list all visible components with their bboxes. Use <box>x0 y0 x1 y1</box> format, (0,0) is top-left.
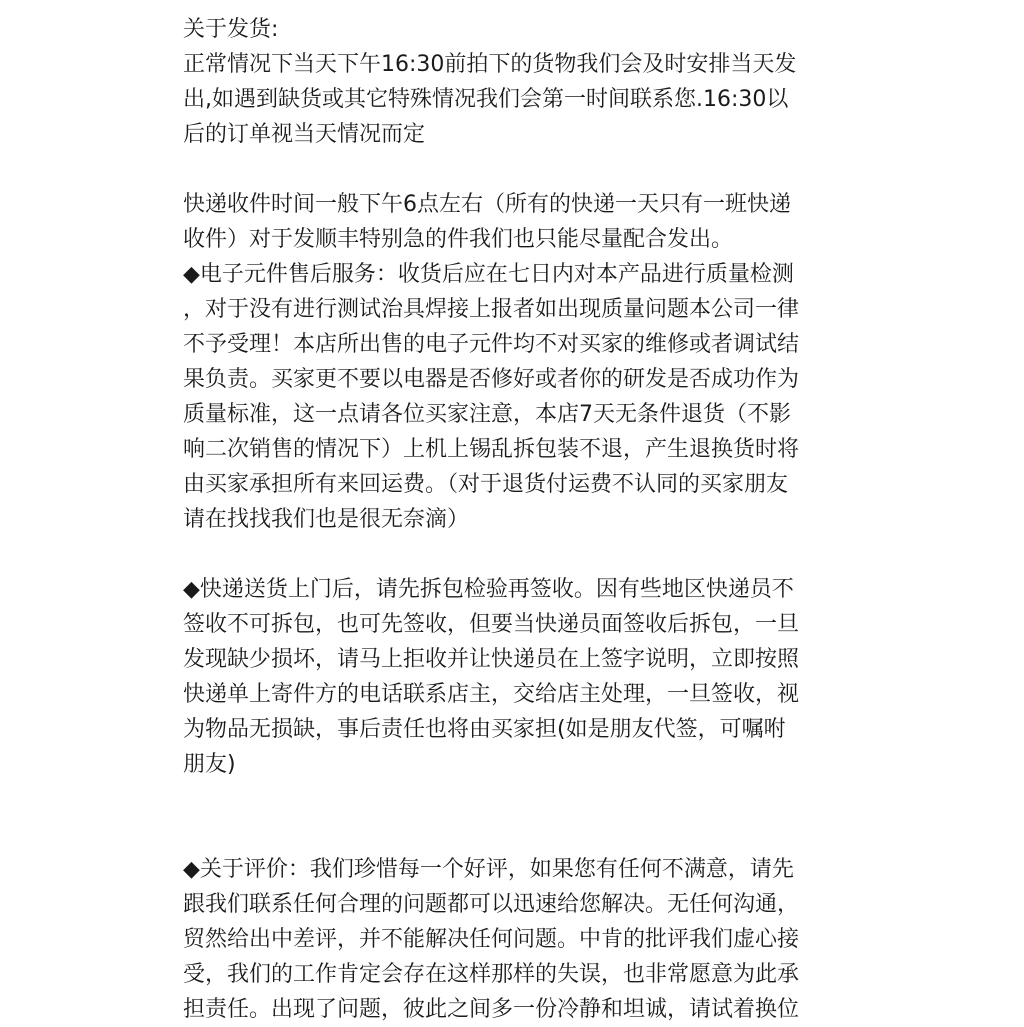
delivery-line: 为物品无损缺，事后责任也将由买家担(如是朋友代签，可嘱咐 <box>183 717 786 742</box>
after-sales-line: 不予受理！本店所出售的电子元件均不对买家的维修或者调试结 <box>183 332 800 357</box>
delivery-line: 快递单上寄件方的电话联系店主，交给店主处理，一旦签收，视 <box>183 682 800 707</box>
review-line: ◆关于评价：我们珍惜每一个好评，如果您有任何不满意，请先 <box>183 857 794 882</box>
courier-line: 收件）对于发顺丰特别急的件我们也只能尽量配合发出。 <box>183 227 734 252</box>
after-sales-line: 质量标准，这一点请各位买家注意，本店7天无条件退货（不影 <box>183 402 791 427</box>
after-sales-line: ，对于没有进行测试治具焊接上报者如出现质量问题本公司一律 <box>183 297 800 322</box>
courier-section <box>183 187 843 257</box>
shipping-line: 正常情况下当天下午16:30前拍下的货物我们会及时安排当天发 <box>183 52 797 77</box>
paragraph-gap <box>183 537 843 572</box>
paragraph-gap <box>183 152 843 187</box>
delivery-line: 发现缺少损坏，请马上拒收并让快递员在上签字说明，立即按照 <box>183 647 800 672</box>
delivery-line: ◆快递送货上门后，请先拆包检验再签收。因有些地区快递员不 <box>183 577 794 602</box>
delivery-section <box>183 572 843 782</box>
after-sales-line: 请在找找我们也是很无奈滴） <box>183 507 470 532</box>
review-line: 受，我们的工作肯定会存在这样那样的失误，也非常愿意为此承 <box>183 962 800 987</box>
delivery-line: 朋友) <box>183 752 236 777</box>
courier-line: 快递收件时间一般下午6点左右（所有的快递一天只有一班快递 <box>183 192 791 217</box>
delivery-line: 签收不可拆包，也可先签收，但要当快递员面签收后拆包，一旦 <box>183 612 800 637</box>
shipping-line: 出,如遇到缺货或其它特殊情况我们会第一时间联系您.16:30以 <box>183 87 789 112</box>
review-line: 担责任。出现了问题，彼此之间多一份冷静和坦诚，请试着换位 <box>183 997 800 1022</box>
shipping-line: 后的订单视当天情况而定 <box>183 122 426 147</box>
review-line: 跟我们联系任何合理的问题都可以迅速给您解决。无任何沟通， <box>183 892 800 917</box>
shipping-heading: 关于发货: <box>183 17 279 42</box>
after-sales-line: 由买家承担所有来回运费。（对于退货付运费不认同的买家朋友 <box>183 472 789 497</box>
after-sales-line: ◆电子元件售后服务：收货后应在七日内对本产品进行质量检测 <box>183 262 794 287</box>
shipping-section <box>183 12 843 152</box>
after-sales-section <box>183 257 843 537</box>
review-section <box>183 852 843 1027</box>
policy-document <box>183 12 843 1027</box>
paragraph-gap <box>183 782 843 852</box>
after-sales-line: 果负责。买家更不要以电器是否修好或者你的研发是否成功作为 <box>183 367 800 392</box>
review-line: 贸然给出中差评，并不能解决任何问题。中肯的批评我们虚心接 <box>183 927 800 952</box>
after-sales-line: 响二次销售的情况下）上机上锡乱拆包装不退，产生退换货时将 <box>183 437 800 462</box>
